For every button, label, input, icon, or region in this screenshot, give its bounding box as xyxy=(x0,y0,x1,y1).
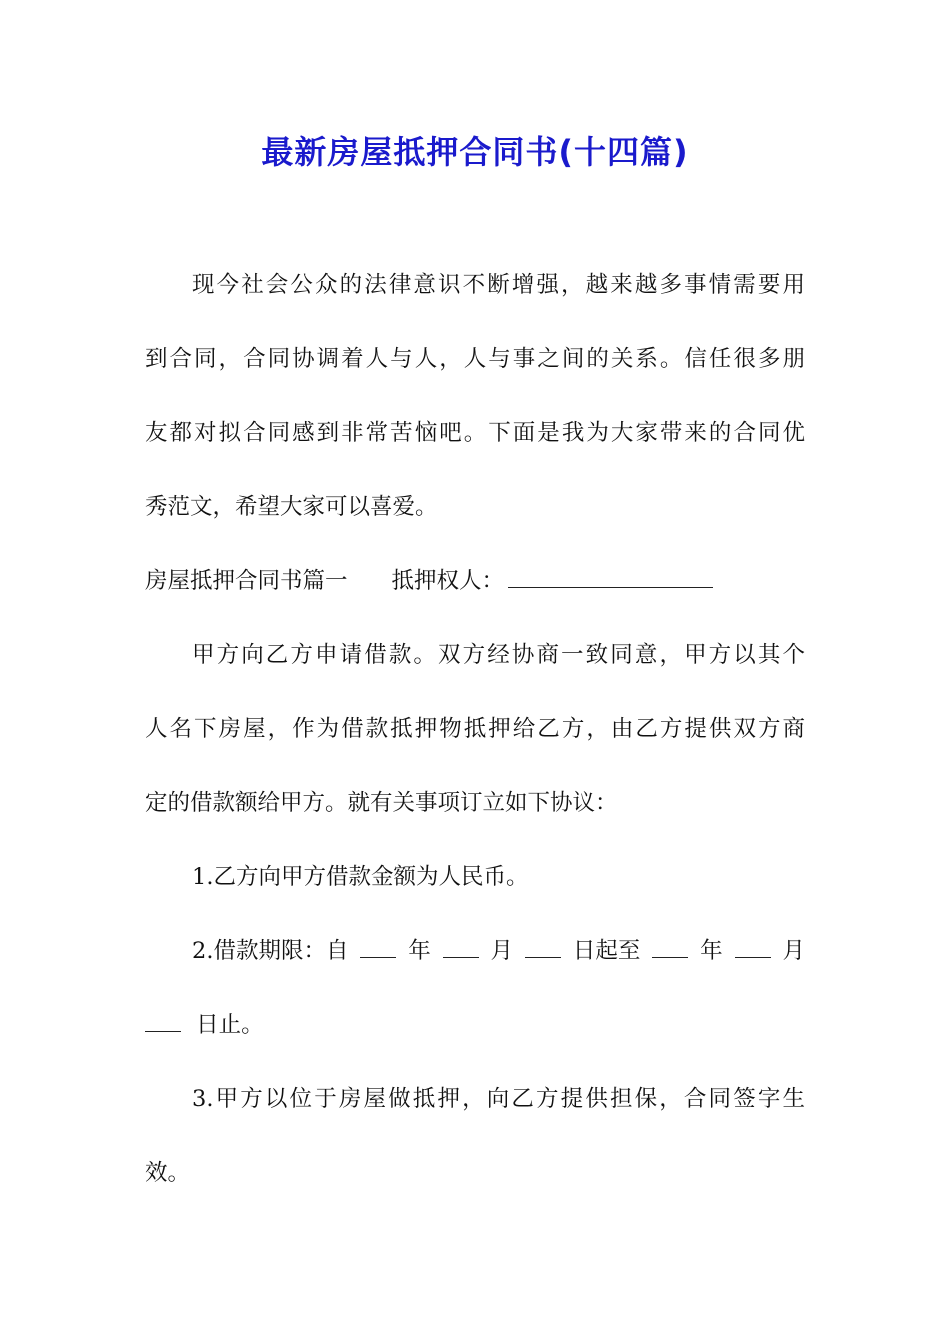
clause-2-year2: 年 xyxy=(700,938,723,964)
intro-line-4: 秀范文，希望大家可以喜爱。 xyxy=(145,494,438,520)
section-heading-row xyxy=(145,563,805,599)
section-heading: 房屋抵押合同书篇一 xyxy=(145,568,348,594)
clause-3-line-1: 3.甲方以位于房屋做抵押，向乙方提供担保，合同签字生 xyxy=(192,1086,805,1112)
clause-2-month: 月 xyxy=(490,938,514,964)
mortgagee-label: 抵押权人： xyxy=(391,568,505,594)
clause-3-line-2: 效。 xyxy=(145,1160,191,1186)
document-title: 最新房屋抵押合同书(十四篇) xyxy=(261,133,689,171)
clause-2-line-2 xyxy=(145,1007,805,1043)
clause-2-year: 年 xyxy=(408,938,431,964)
para2-line-2: 人名下房屋，作为借款抵押物抵押给乙方，由乙方提供双方商 xyxy=(145,716,805,742)
intro-line-1: 现今社会公众的法律意识不断增强，越来越多事情需要用 xyxy=(192,272,805,298)
blank-year-from xyxy=(360,937,396,958)
intro-line-3: 友都对拟合同感到非常苦恼吧。下面是我为大家带来的合同优 xyxy=(145,420,805,446)
clause-2-day-from: 日起至 xyxy=(572,938,641,964)
para2-line-3: 定的借款额给甲方。就有关事项订立如下协议： xyxy=(145,790,618,816)
mortgagee-blank xyxy=(508,565,713,588)
clause-2-prefix: 2.借款期限：自 xyxy=(192,938,349,964)
blank-month-to xyxy=(735,937,771,958)
blank-day-to xyxy=(145,1011,181,1032)
blank-day-from xyxy=(525,937,561,958)
clause-2-month2: 月 xyxy=(782,938,805,964)
clause-2-day-end: 日止。 xyxy=(196,1012,264,1038)
para2-line-1: 甲方向乙方申请借款。双方经协商一致同意，甲方以其个 xyxy=(192,642,805,668)
intro-line-2: 到合同，合同协调着人与人，人与事之间的关系。信任很多朋 xyxy=(145,346,805,372)
blank-month-from xyxy=(443,937,479,958)
clause-2-line-1 xyxy=(192,933,805,969)
blank-year-to xyxy=(652,937,688,958)
clause-1: 1.乙方向甲方借款金额为人民币。 xyxy=(192,864,529,890)
